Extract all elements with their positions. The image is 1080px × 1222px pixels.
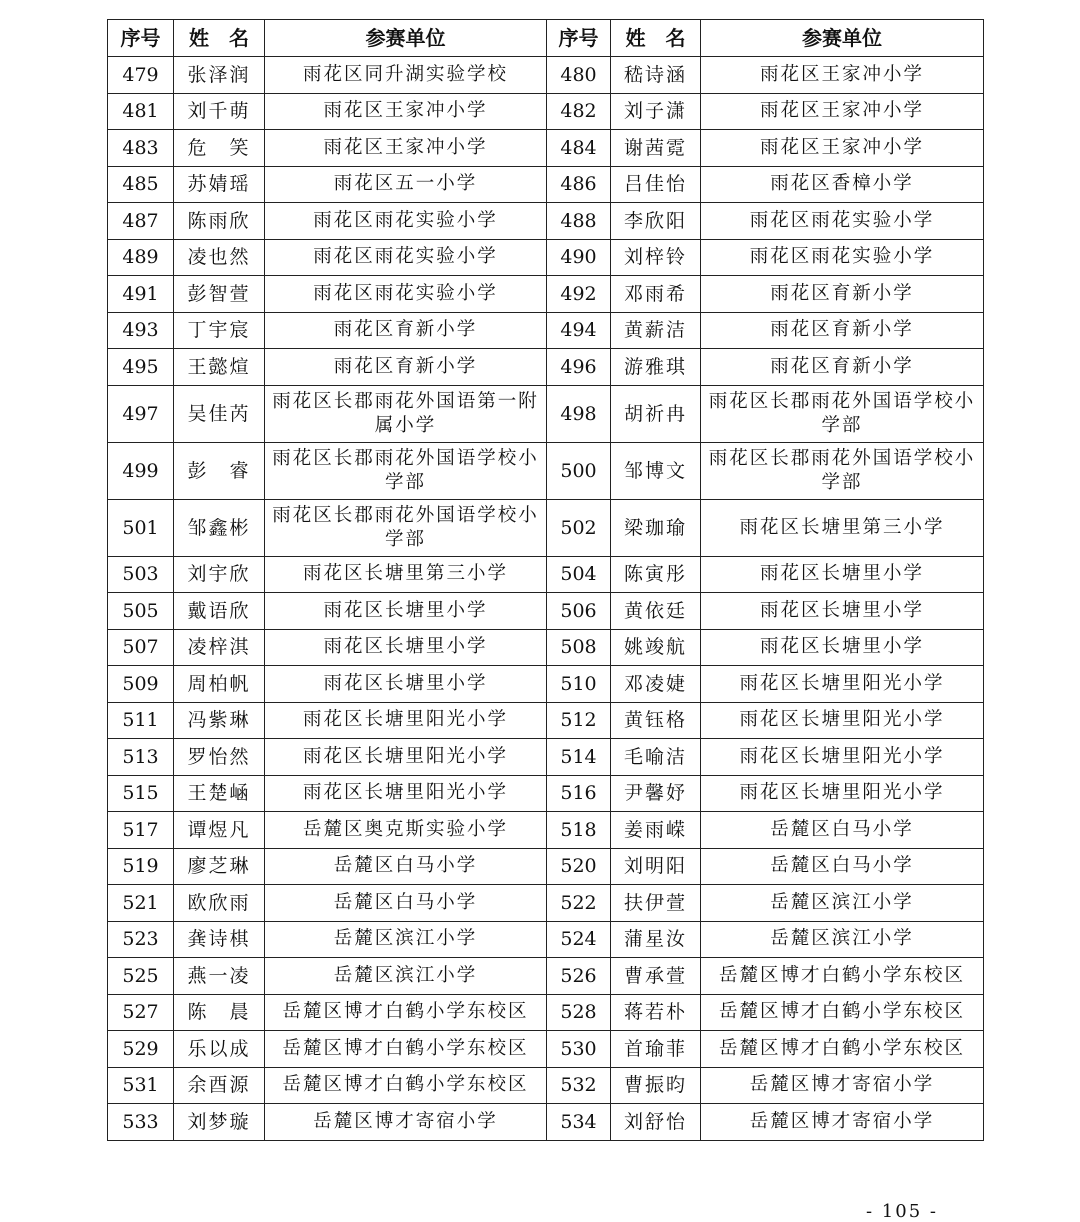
- name-cell-left: 戴语欣: [174, 593, 265, 630]
- name-cell-right: 黄薪洁: [611, 312, 701, 349]
- serial-cell-right: 510: [547, 666, 611, 703]
- unit-cell-right: 雨花区长塘里阳光小学: [701, 702, 984, 739]
- table-row: [108, 385, 984, 442]
- page-number: - 105 -: [866, 1201, 938, 1222]
- name-cell-left: 彭 睿: [174, 442, 265, 499]
- name-cell-left: 谭煜凡: [174, 812, 265, 849]
- serial-cell-right: 500: [547, 442, 611, 499]
- serial-cell-left: 481: [108, 93, 174, 130]
- name-cell-right: 黄依廷: [611, 593, 701, 630]
- serial-cell-left: 515: [108, 775, 174, 812]
- table-row: [108, 166, 984, 203]
- unit-cell-right: 岳麓区博才寄宿小学: [701, 1067, 984, 1104]
- serial-cell-left: 495: [108, 349, 174, 386]
- table-row: [108, 276, 984, 313]
- serial-cell-right: 486: [547, 166, 611, 203]
- table-row: [108, 349, 984, 386]
- table-row: [108, 442, 984, 499]
- name-cell-right: 游雅琪: [611, 349, 701, 386]
- unit-cell-right: 雨花区长塘里阳光小学: [701, 775, 984, 812]
- serial-cell-right: 490: [547, 239, 611, 276]
- unit-cell-right: 雨花区长郡雨花外国语学校小学部: [701, 385, 984, 442]
- serial-cell-right: 530: [547, 1031, 611, 1068]
- serial-cell-left: 487: [108, 203, 174, 240]
- serial-cell-left: 493: [108, 312, 174, 349]
- name-cell-right: 姜雨嵘: [611, 812, 701, 849]
- name-cell-right: 谢茜霓: [611, 130, 701, 167]
- name-cell-right: 蒲星汝: [611, 921, 701, 958]
- name-cell-right: 扶伊萱: [611, 885, 701, 922]
- header-name-left: 姓 名: [174, 20, 265, 57]
- unit-cell-right: 雨花区王家冲小学: [701, 57, 984, 94]
- name-cell-right: 嵇诗涵: [611, 57, 701, 94]
- name-cell-right: 邓雨希: [611, 276, 701, 313]
- table-row: [108, 1031, 984, 1068]
- name-cell-left: 邹鑫彬: [174, 499, 265, 556]
- serial-cell-left: 517: [108, 812, 174, 849]
- unit-cell-left: 雨花区雨花实验小学: [265, 276, 547, 313]
- table-row: [108, 593, 984, 630]
- serial-cell-right: 518: [547, 812, 611, 849]
- name-cell-right: 尹馨妤: [611, 775, 701, 812]
- unit-cell-left: 岳麓区博才白鹤小学东校区: [265, 1031, 547, 1068]
- serial-cell-right: 522: [547, 885, 611, 922]
- unit-cell-right: 雨花区长塘里阳光小学: [701, 739, 984, 776]
- unit-cell-right: 岳麓区博才白鹤小学东校区: [701, 958, 984, 995]
- name-cell-left: 张泽润: [174, 57, 265, 94]
- name-cell-left: 丁宇宸: [174, 312, 265, 349]
- table-row: [108, 203, 984, 240]
- serial-cell-right: 498: [547, 385, 611, 442]
- serial-cell-left: 519: [108, 848, 174, 885]
- serial-cell-left: 483: [108, 130, 174, 167]
- name-cell-right: 梁珈瑜: [611, 499, 701, 556]
- name-cell-right: 陈寅彤: [611, 556, 701, 593]
- name-cell-right: 李欣阳: [611, 203, 701, 240]
- serial-cell-right: 492: [547, 276, 611, 313]
- unit-cell-left: 岳麓区白马小学: [265, 848, 547, 885]
- serial-cell-left: 523: [108, 921, 174, 958]
- table-row: [108, 629, 984, 666]
- name-cell-left: 余酉源: [174, 1067, 265, 1104]
- serial-cell-right: 494: [547, 312, 611, 349]
- serial-cell-left: 497: [108, 385, 174, 442]
- name-cell-left: 刘千萌: [174, 93, 265, 130]
- header-unit-right: 参赛单位: [701, 20, 984, 57]
- serial-cell-left: 491: [108, 276, 174, 313]
- name-cell-right: 刘梓铃: [611, 239, 701, 276]
- serial-cell-left: 513: [108, 739, 174, 776]
- unit-cell-right: 岳麓区博才白鹤小学东校区: [701, 1031, 984, 1068]
- unit-cell-right: 雨花区长塘里小学: [701, 629, 984, 666]
- serial-cell-right: 532: [547, 1067, 611, 1104]
- table-row: [108, 239, 984, 276]
- table-row: [108, 775, 984, 812]
- name-cell-left: 王懿煊: [174, 349, 265, 386]
- unit-cell-left: 雨花区长郡雨花外国语学校小学部: [265, 442, 547, 499]
- name-cell-right: 黄钰格: [611, 702, 701, 739]
- name-cell-right: 首瑜菲: [611, 1031, 701, 1068]
- unit-cell-right: 岳麓区滨江小学: [701, 885, 984, 922]
- unit-cell-right: 雨花区育新小学: [701, 276, 984, 313]
- table-row: [108, 666, 984, 703]
- serial-cell-right: 496: [547, 349, 611, 386]
- name-cell-right: 蒋若朴: [611, 994, 701, 1031]
- serial-cell-right: 482: [547, 93, 611, 130]
- unit-cell-left: 雨花区长塘里小学: [265, 629, 547, 666]
- name-cell-right: 姚竣航: [611, 629, 701, 666]
- name-cell-right: 胡祈冉: [611, 385, 701, 442]
- serial-cell-right: 480: [547, 57, 611, 94]
- unit-cell-right: 雨花区雨花实验小学: [701, 239, 984, 276]
- name-cell-left: 刘梦璇: [174, 1104, 265, 1141]
- unit-cell-left: 雨花区长塘里阳光小学: [265, 702, 547, 739]
- serial-cell-right: 534: [547, 1104, 611, 1141]
- unit-cell-right: 岳麓区白马小学: [701, 812, 984, 849]
- unit-cell-right: 岳麓区白马小学: [701, 848, 984, 885]
- name-cell-left: 刘宇欣: [174, 556, 265, 593]
- name-cell-left: 罗怡然: [174, 739, 265, 776]
- name-cell-left: 廖芝琳: [174, 848, 265, 885]
- table-row: [108, 312, 984, 349]
- table-row: [108, 1067, 984, 1104]
- serial-cell-right: 502: [547, 499, 611, 556]
- unit-cell-left: 岳麓区滨江小学: [265, 921, 547, 958]
- table-row: [108, 958, 984, 995]
- table-row: [108, 812, 984, 849]
- name-cell-left: 乐以成: [174, 1031, 265, 1068]
- serial-cell-left: 509: [108, 666, 174, 703]
- serial-cell-right: 488: [547, 203, 611, 240]
- header-name-right: 姓 名: [611, 20, 701, 57]
- table-row: [108, 57, 984, 94]
- serial-cell-left: 531: [108, 1067, 174, 1104]
- serial-cell-left: 489: [108, 239, 174, 276]
- unit-cell-left: 雨花区五一小学: [265, 166, 547, 203]
- name-cell-right: 吕佳怡: [611, 166, 701, 203]
- table-row: [108, 921, 984, 958]
- unit-cell-right: 雨花区育新小学: [701, 312, 984, 349]
- name-cell-right: 刘明阳: [611, 848, 701, 885]
- table-row: [108, 499, 984, 556]
- participant-table: [107, 19, 984, 1141]
- table-row: [108, 1104, 984, 1141]
- serial-cell-left: 503: [108, 556, 174, 593]
- name-cell-left: 王楚崡: [174, 775, 265, 812]
- table-row: [108, 130, 984, 167]
- unit-cell-right: 岳麓区博才白鹤小学东校区: [701, 994, 984, 1031]
- serial-cell-left: 527: [108, 994, 174, 1031]
- unit-cell-left: 雨花区长塘里第三小学: [265, 556, 547, 593]
- name-cell-right: 曹振昀: [611, 1067, 701, 1104]
- unit-cell-left: 雨花区长塘里阳光小学: [265, 775, 547, 812]
- serial-cell-left: 521: [108, 885, 174, 922]
- name-cell-left: 陈 晨: [174, 994, 265, 1031]
- unit-cell-right: 雨花区王家冲小学: [701, 130, 984, 167]
- name-cell-left: 陈雨欣: [174, 203, 265, 240]
- unit-cell-left: 雨花区育新小学: [265, 312, 547, 349]
- unit-cell-right: 岳麓区博才寄宿小学: [701, 1104, 984, 1141]
- name-cell-left: 凌梓淇: [174, 629, 265, 666]
- unit-cell-left: 雨花区长塘里小学: [265, 593, 547, 630]
- name-cell-left: 冯紫琳: [174, 702, 265, 739]
- serial-cell-left: 525: [108, 958, 174, 995]
- name-cell-left: 龚诗棋: [174, 921, 265, 958]
- name-cell-left: 欧欣雨: [174, 885, 265, 922]
- unit-cell-left: 雨花区长塘里小学: [265, 666, 547, 703]
- name-cell-right: 毛喻洁: [611, 739, 701, 776]
- serial-cell-right: 526: [547, 958, 611, 995]
- serial-cell-left: 533: [108, 1104, 174, 1141]
- unit-cell-left: 雨花区长塘里阳光小学: [265, 739, 547, 776]
- serial-cell-left: 511: [108, 702, 174, 739]
- unit-cell-right: 岳麓区滨江小学: [701, 921, 984, 958]
- unit-cell-left: 岳麓区奥克斯实验小学: [265, 812, 547, 849]
- table-row: [108, 885, 984, 922]
- table-row: [108, 994, 984, 1031]
- unit-cell-right: 雨花区育新小学: [701, 349, 984, 386]
- name-cell-left: 危 笑: [174, 130, 265, 167]
- serial-cell-right: 516: [547, 775, 611, 812]
- header-row: [108, 20, 984, 57]
- unit-cell-right: 雨花区长塘里第三小学: [701, 499, 984, 556]
- table-row: [108, 848, 984, 885]
- name-cell-left: 周柏帆: [174, 666, 265, 703]
- unit-cell-left: 岳麓区滨江小学: [265, 958, 547, 995]
- header-serial-right: 序号: [547, 20, 611, 57]
- unit-cell-right: 雨花区香樟小学: [701, 166, 984, 203]
- name-cell-left: 彭智萱: [174, 276, 265, 313]
- serial-cell-right: 512: [547, 702, 611, 739]
- name-cell-right: 刘舒怡: [611, 1104, 701, 1141]
- unit-cell-right: 雨花区王家冲小学: [701, 93, 984, 130]
- table-row: [108, 739, 984, 776]
- serial-cell-left: 529: [108, 1031, 174, 1068]
- serial-cell-right: 504: [547, 556, 611, 593]
- serial-cell-left: 501: [108, 499, 174, 556]
- unit-cell-left: 雨花区雨花实验小学: [265, 239, 547, 276]
- table-row: [108, 702, 984, 739]
- unit-cell-right: 雨花区长塘里小学: [701, 556, 984, 593]
- serial-cell-left: 507: [108, 629, 174, 666]
- unit-cell-left: 雨花区长郡雨花外国语学校小学部: [265, 499, 547, 556]
- name-cell-left: 苏婧瑶: [174, 166, 265, 203]
- table-row: [108, 93, 984, 130]
- serial-cell-left: 499: [108, 442, 174, 499]
- serial-cell-left: 485: [108, 166, 174, 203]
- unit-cell-left: 岳麓区博才白鹤小学东校区: [265, 994, 547, 1031]
- name-cell-right: 邓凌婕: [611, 666, 701, 703]
- name-cell-left: 燕一凌: [174, 958, 265, 995]
- unit-cell-left: 岳麓区博才寄宿小学: [265, 1104, 547, 1141]
- unit-cell-right: 雨花区长塘里小学: [701, 593, 984, 630]
- header-unit-left: 参赛单位: [265, 20, 547, 57]
- table-body: [108, 57, 984, 1141]
- table-row: [108, 556, 984, 593]
- unit-cell-left: 雨花区王家冲小学: [265, 130, 547, 167]
- name-cell-right: 邹博文: [611, 442, 701, 499]
- unit-cell-right: 雨花区长塘里阳光小学: [701, 666, 984, 703]
- serial-cell-right: 524: [547, 921, 611, 958]
- serial-cell-left: 505: [108, 593, 174, 630]
- unit-cell-left: 雨花区育新小学: [265, 349, 547, 386]
- unit-cell-left: 雨花区长郡雨花外国语第一附属小学: [265, 385, 547, 442]
- serial-cell-right: 508: [547, 629, 611, 666]
- serial-cell-right: 528: [547, 994, 611, 1031]
- unit-cell-right: 雨花区雨花实验小学: [701, 203, 984, 240]
- unit-cell-left: 雨花区王家冲小学: [265, 93, 547, 130]
- name-cell-left: 凌也然: [174, 239, 265, 276]
- unit-cell-left: 岳麓区博才白鹤小学东校区: [265, 1067, 547, 1104]
- serial-cell-right: 514: [547, 739, 611, 776]
- name-cell-left: 吴佳芮: [174, 385, 265, 442]
- header-serial-left: 序号: [108, 20, 174, 57]
- serial-cell-right: 506: [547, 593, 611, 630]
- unit-cell-left: 岳麓区白马小学: [265, 885, 547, 922]
- name-cell-right: 曹承萱: [611, 958, 701, 995]
- unit-cell-left: 雨花区同升湖实验学校: [265, 57, 547, 94]
- unit-cell-right: 雨花区长郡雨花外国语学校小学部: [701, 442, 984, 499]
- serial-cell-left: 479: [108, 57, 174, 94]
- name-cell-right: 刘子潇: [611, 93, 701, 130]
- serial-cell-right: 520: [547, 848, 611, 885]
- serial-cell-right: 484: [547, 130, 611, 167]
- unit-cell-left: 雨花区雨花实验小学: [265, 203, 547, 240]
